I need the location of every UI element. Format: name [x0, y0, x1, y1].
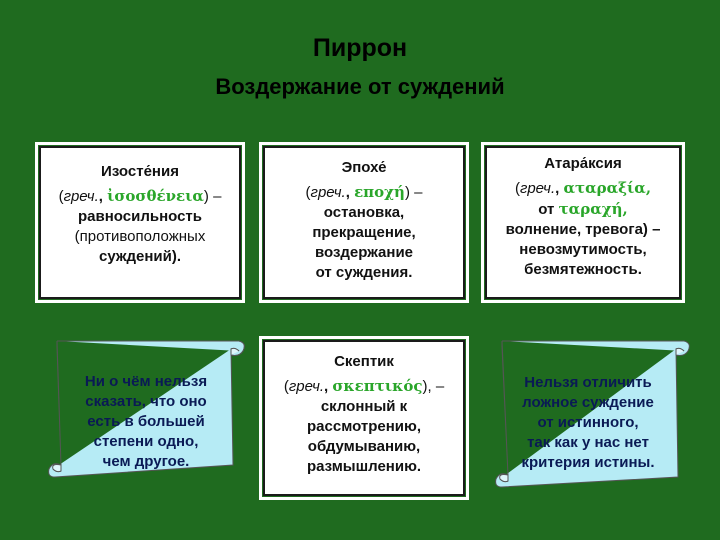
scroll-line: от истинного, — [537, 414, 639, 431]
greek-word: σκεπτικός — [332, 377, 423, 395]
card-greek-line: (греч., αταραξία, — [514, 179, 652, 197]
card-line: воздержание — [314, 244, 414, 261]
card-line: (противоположных — [74, 228, 206, 245]
greek-word: εποχή — [354, 183, 405, 201]
card-greek-line: (греч., ἰσοσθένεια) – — [58, 187, 222, 205]
card-skeptic — [263, 340, 465, 496]
card-line: равносильность — [78, 208, 202, 225]
card-heading: Скептик — [334, 353, 394, 370]
greek-word: αταραξία, — [563, 179, 652, 197]
card-isostheneia — [39, 146, 241, 299]
card-line: склонный к — [320, 398, 408, 415]
card-heading: Атара́ксия — [544, 155, 622, 172]
card-line: от суждения. — [315, 264, 413, 281]
card-line: безмятежность. — [524, 261, 642, 278]
card-epoche — [263, 146, 465, 299]
scroll-line: критерия истины. — [521, 454, 655, 471]
card-line: прекращение, — [312, 224, 416, 241]
greek-word: ταραχή, — [558, 200, 628, 218]
card-greek-line: (греч., σκεπτικός), – — [283, 377, 445, 395]
scroll-line: чем другое. — [102, 453, 190, 470]
scroll-left — [43, 337, 249, 482]
scroll-line: Ни о чём нельзя — [84, 373, 208, 390]
greek-word: ἰσοσθένεια — [107, 187, 204, 205]
card-greek-line: (греч., εποχή) – — [305, 183, 423, 201]
card-ataraxia — [485, 146, 681, 299]
card-line: рассмотрению, — [307, 418, 421, 435]
scroll-line: степени одно, — [93, 433, 199, 450]
card-line: остановка, — [323, 204, 405, 221]
scroll-line: Нельзя отличить — [524, 374, 652, 391]
page-subtitle: Воздержание от суждений — [215, 74, 505, 99]
card-heading: Эпохе́ — [341, 159, 387, 176]
page-title: Пиррон — [312, 34, 408, 62]
card-line: суждений). — [98, 248, 182, 265]
card-heading: Изосте́ния — [101, 163, 179, 180]
scroll-line: есть в большей — [87, 413, 205, 430]
scroll-right — [490, 337, 694, 492]
card-line: невозмутимость, — [519, 241, 647, 258]
scroll-line: сказать, что оно — [85, 393, 207, 410]
scroll-line: ложное суждение — [522, 394, 654, 411]
card-line: обдумыванию, — [307, 438, 421, 455]
card-line: размышлению. — [306, 458, 422, 475]
card-greek-line-2: от ταραχή, — [538, 200, 628, 218]
card-line: волнение, тревога) – — [505, 221, 661, 238]
scroll-line: так как у нас нет — [527, 434, 649, 451]
